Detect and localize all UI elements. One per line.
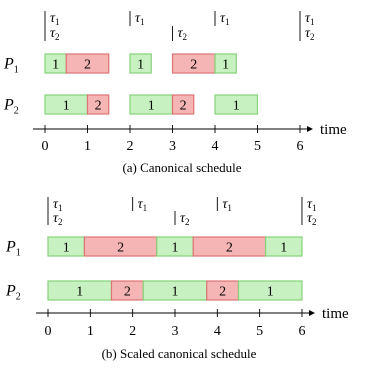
task-symbol: τ xyxy=(179,211,186,226)
job-label: 2 xyxy=(219,284,227,300)
task-subscript: 2 xyxy=(311,217,317,227)
processor-subscript: 2 xyxy=(13,105,19,117)
job-label: 1 xyxy=(76,284,84,300)
job-block xyxy=(266,237,302,256)
task-symbol: τ xyxy=(50,11,56,26)
release-task-label xyxy=(220,11,230,27)
task-symbol: τ xyxy=(50,26,56,41)
processor-row-2 xyxy=(3,95,258,117)
job-block xyxy=(130,95,173,114)
job-label: 1 xyxy=(137,57,145,73)
scaled-canonical-schedule-diagram xyxy=(5,197,349,361)
task-subscript: 2 xyxy=(55,32,60,42)
job-label: 1 xyxy=(171,240,179,256)
job-block xyxy=(173,95,194,114)
processor-symbol: P xyxy=(4,96,14,114)
axis-label-time: time xyxy=(320,122,347,138)
processor-row-1 xyxy=(3,54,236,76)
task-subscript: 1 xyxy=(58,203,63,213)
release-task-label xyxy=(50,26,60,42)
axis-arrowhead xyxy=(307,126,313,132)
job-block xyxy=(84,237,156,256)
job-label: 2 xyxy=(117,240,125,256)
job-label: 2 xyxy=(123,284,131,300)
processor-symbol: P xyxy=(4,55,14,73)
job-label: 2 xyxy=(94,98,102,114)
processor-symbol: P xyxy=(6,282,16,300)
tick-label: 0 xyxy=(41,139,49,154)
job-label: 2 xyxy=(179,98,187,114)
tick-label: 1 xyxy=(84,139,91,154)
release-marker xyxy=(215,11,230,27)
release-task-label xyxy=(135,11,145,27)
tick-label: 1 xyxy=(86,324,94,339)
release-task-label xyxy=(222,197,232,213)
release-marker xyxy=(300,11,315,42)
job-label: 2 xyxy=(225,240,233,256)
processor-row-2 xyxy=(5,281,302,303)
processor-row-1 xyxy=(5,237,302,259)
task-subscript: 1 xyxy=(225,17,230,27)
release-task-label xyxy=(178,26,188,42)
processor-label xyxy=(3,97,19,117)
release-marker xyxy=(48,197,63,227)
job-label: 1 xyxy=(266,284,274,300)
job-block xyxy=(66,54,109,73)
release-task-label xyxy=(307,211,317,227)
release-marker xyxy=(133,197,148,213)
tick-label: 5 xyxy=(256,324,264,339)
task-subscript: 1 xyxy=(140,17,145,27)
release-marker xyxy=(45,11,60,42)
release-task-label xyxy=(305,26,315,42)
task-symbol: τ xyxy=(306,211,312,226)
axis-arrowhead xyxy=(309,310,315,316)
release-marker xyxy=(217,197,232,213)
processor-subscript: 1 xyxy=(15,247,21,259)
job-label: 1 xyxy=(171,284,179,300)
task-subscript: 1 xyxy=(55,17,60,27)
time-axis xyxy=(36,306,349,339)
task-symbol: τ xyxy=(135,11,141,26)
task-symbol: τ xyxy=(305,26,311,41)
job-label: 1 xyxy=(222,57,230,73)
job-block xyxy=(130,54,151,73)
task-subscript: 1 xyxy=(310,17,315,27)
figure-caption: (a) Canonical schedule xyxy=(122,160,242,175)
job-block xyxy=(215,54,236,73)
job-label: 1 xyxy=(62,98,70,114)
processor-subscript: 1 xyxy=(13,64,19,76)
canonical-schedule-diagram xyxy=(3,11,347,175)
release-marker xyxy=(173,26,188,42)
job-block xyxy=(45,54,66,73)
job-label: 2 xyxy=(190,57,198,73)
job-label: 1 xyxy=(52,57,60,73)
job-label: 1 xyxy=(232,98,240,114)
task-symbol: τ xyxy=(222,197,228,212)
job-block xyxy=(238,281,301,300)
tick-label: 3 xyxy=(171,324,179,339)
release-task-label xyxy=(305,11,315,27)
tick-label: 4 xyxy=(211,139,219,154)
processor-subscript: 2 xyxy=(15,291,21,303)
time-axis xyxy=(33,122,347,154)
tick-label: 5 xyxy=(254,139,261,154)
release-marker xyxy=(130,11,145,27)
task-symbol: τ xyxy=(177,26,183,41)
task-subscript: 2 xyxy=(185,217,190,227)
release-marker xyxy=(175,211,190,227)
job-block xyxy=(111,281,143,300)
tick-label: 2 xyxy=(129,324,137,339)
task-symbol: τ xyxy=(306,197,312,212)
tick-label: 3 xyxy=(169,139,176,154)
task-symbol: τ xyxy=(53,197,59,212)
release-marker xyxy=(302,197,317,227)
task-subscript: 2 xyxy=(58,217,63,227)
release-task-label xyxy=(180,211,190,227)
job-block xyxy=(48,281,111,300)
release-task-label xyxy=(50,11,60,27)
job-label: 1 xyxy=(280,240,288,256)
task-subscript: 1 xyxy=(227,203,232,213)
job-block xyxy=(48,237,84,256)
tick-label: 6 xyxy=(296,139,304,154)
job-block xyxy=(215,95,258,114)
job-block xyxy=(193,237,265,256)
job-block xyxy=(88,95,109,114)
task-subscript: 1 xyxy=(142,203,148,213)
task-symbol: τ xyxy=(220,11,226,26)
tick-label: 0 xyxy=(44,324,52,339)
job-block xyxy=(207,281,239,300)
task-symbol: τ xyxy=(53,211,59,226)
tick-label: 6 xyxy=(298,324,306,339)
processor-symbol: P xyxy=(6,238,16,256)
tick-label: 4 xyxy=(213,324,221,339)
release-task-label xyxy=(53,211,63,227)
figure-caption: (b) Scaled canonical schedule xyxy=(101,346,257,361)
job-block xyxy=(143,281,206,300)
axis-label-time: time xyxy=(322,306,349,322)
job-block xyxy=(45,95,88,114)
task-subscript: 2 xyxy=(310,32,315,42)
task-subscript: 2 xyxy=(182,32,188,42)
processor-label xyxy=(3,56,19,76)
job-block xyxy=(173,54,216,73)
tick-label: 2 xyxy=(126,139,134,154)
job-label: 2 xyxy=(84,57,91,73)
task-symbol: τ xyxy=(137,197,143,212)
job-block xyxy=(157,237,193,256)
processor-label xyxy=(5,239,21,259)
processor-label xyxy=(5,283,21,303)
job-label: 1 xyxy=(147,98,155,114)
release-task-label xyxy=(138,197,148,213)
task-subscript: 1 xyxy=(311,203,317,213)
task-symbol: τ xyxy=(305,11,311,26)
job-label: 1 xyxy=(62,240,70,256)
